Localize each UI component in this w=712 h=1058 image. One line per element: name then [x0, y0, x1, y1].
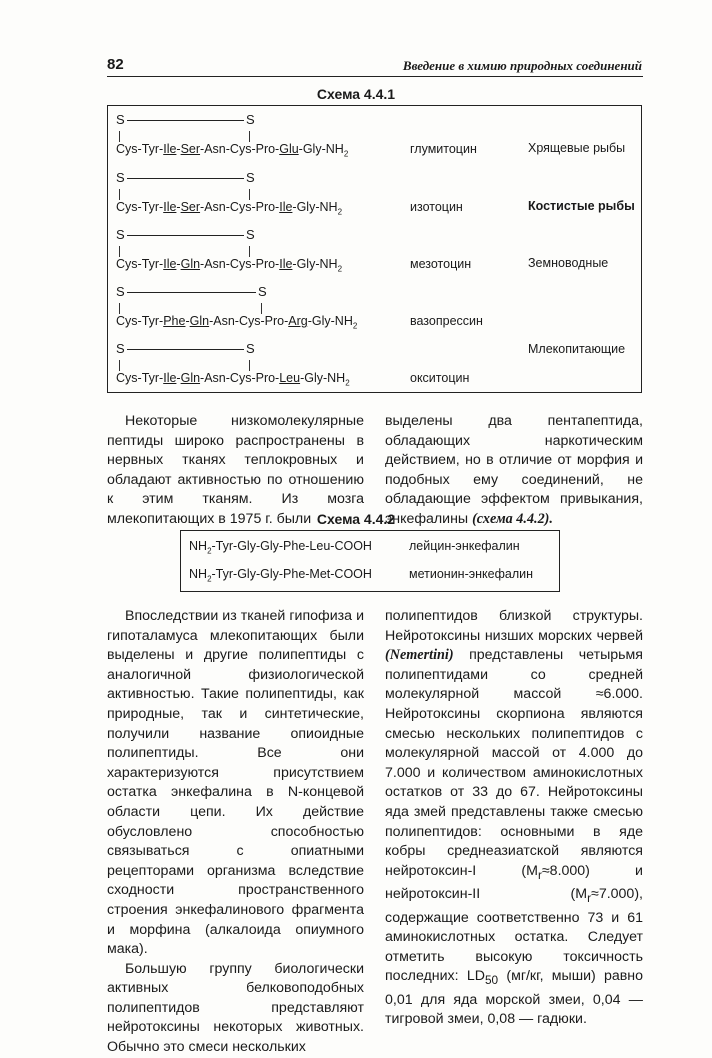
sulfur-label: S	[246, 112, 255, 127]
page-number: 82	[107, 56, 124, 73]
peptide-name: окситоцин	[410, 371, 470, 385]
peptide-row	[108, 109, 641, 165]
peptide-name: вазопрессин	[410, 314, 483, 328]
sulfur-label: S	[116, 112, 125, 127]
peptide-sequence: Cys-$Tyr-Ile-Gln-Asn-Cys-Pro-Ile-Gly-NH_2$	[116, 257, 343, 274]
text-column-left-2	[107, 607, 364, 1058]
sulfur-label: S	[116, 341, 125, 356]
sulfur-label: S	[116, 170, 125, 185]
sulfur-label: S	[116, 284, 125, 299]
scheme-4-4-1-table	[107, 105, 642, 393]
sulfur-label: S	[246, 170, 255, 185]
paragraph: выделены два пентапептида, обладающих наркотическим действием, но в отличие от морфия и подобных ему соединений, не обладающие эффектом привыкания, энкефалины (схема 4.4.2).	[385, 413, 643, 527]
running-title: Введение в химию природных соединений	[402, 58, 642, 73]
paragraph: Впоследствии из тканей гипофиза и гипоталамуса млекопитающих были выделены и другие полипептиды с аналогичной физиологической активностью. Такие полипептиды, как природные, так и синтетические, получили название опиоидные полипептиды. Все они характеризуются присутствием остатка энкефалина в N-концевой области цепи. Их действие обусловлено способностью связываться с опиатными рецепторами организма вследствие сходности пространственного строения энкефалинового фрагмента и морфина (алкалоида опиумного мака).	[107, 608, 364, 958]
paragraph: полипептидов близкой структуры. Нейротоксины низших морских червей (Nemertini) представлены четырьмя полипептидами со средней молекулярной массой ≈6.000. Нейротоксины скорпиона являются смесью нескольких полипептидов с молекулярной массой от 4.000 до 7.000 и количеством аминокислотных остатков от 33 до 67. Нейротоксины яда змей представлены также смесью полипептидов: основными в яде кобры среднеазиатской являются нейротоксин-I $(M_r\approx 8.000)$ и нейротоксин-II $(M_r\approx 7.000)$, содержащие соответственно 73 и 61 аминокислотных остатка. Следует отметить высокую токсичность последних: $LD_{50}$ (мг/кг, мыши) равно 0,01 для яда морской змеи, 0,04 — тигровой змеи, 0,08 — гадюки.	[385, 608, 643, 1028]
enkephalin-name: лейцин-энкефалин	[409, 539, 520, 553]
peptide-name: мезотоцин	[410, 257, 472, 271]
sulfur-label: S	[246, 341, 255, 356]
peptide-row	[108, 338, 641, 394]
sulfur-label: S	[246, 227, 255, 242]
peptide-row	[108, 167, 641, 223]
peptide-sequence: Cys-$Tyr-Ile-Ser-Asn-Cys-Pro-Ile-Gly-NH_2$	[116, 200, 343, 217]
taxon-name: (Nemertini)	[385, 647, 454, 664]
scheme-4-4-2-title: Схема 4.4.2	[316, 511, 396, 527]
organism-class: Хрящевые рыбы	[528, 141, 626, 155]
organism-class: Земноводные	[528, 256, 609, 270]
paragraph: Некоторые низкомолекулярные пептиды широко распространены в нервных тканях теплокровных и обладают активностью по отношению к этим тканям. Из мозга млекопитающих в 1975 г. были	[107, 413, 364, 527]
peptide-sequence: Cys-$Tyr-Phe-Gln-Asn-Cys-Pro-Arg-Gly-NH_2$	[116, 314, 358, 331]
peptide-name: глумитоцин	[410, 142, 477, 156]
peptide-sequence: Cys-$Tyr-Ile-Gln-Asn-Cys-Pro-Leu-Gly-NH_2$	[116, 371, 350, 388]
scheme-4-4-1-title: Схема 4.4.1	[316, 86, 396, 102]
peptide-row	[108, 224, 641, 280]
header-rule	[107, 76, 643, 77]
enkephalin-name: метионин-энкефалин	[409, 567, 533, 581]
enkephalin-sequence: $NH_2-Tyr-Gly-Gly-Phe-Met$-COOH	[189, 567, 372, 584]
organism-class: Млекопитающие	[528, 342, 626, 356]
organism-class: Костистые рыбы	[528, 199, 635, 213]
enkephalin-sequence: $NH_2-Tyr-Gly-Gly-Phe-Leu$-COOH	[189, 539, 372, 556]
sulfur-label: S	[258, 284, 267, 299]
paragraph: Большую группу биологически активных белковоподобных полипептидов представляют нейротоксины некоторых животных. Обычно это смеси нескольких	[107, 960, 364, 1056]
scheme-reference: (схема 4.4.2).	[472, 510, 553, 527]
sulfur-label: S	[116, 227, 125, 242]
text-column-right-2	[385, 607, 643, 1030]
scheme-4-4-2-table	[180, 530, 560, 592]
peptide-name: изотоцин	[410, 200, 463, 214]
peptide-row	[108, 281, 641, 337]
peptide-sequence: Cys-$Tyr-Ile-Ser-Asn-Cys-Pro-Glu-Gly-NH_2$	[116, 142, 349, 159]
